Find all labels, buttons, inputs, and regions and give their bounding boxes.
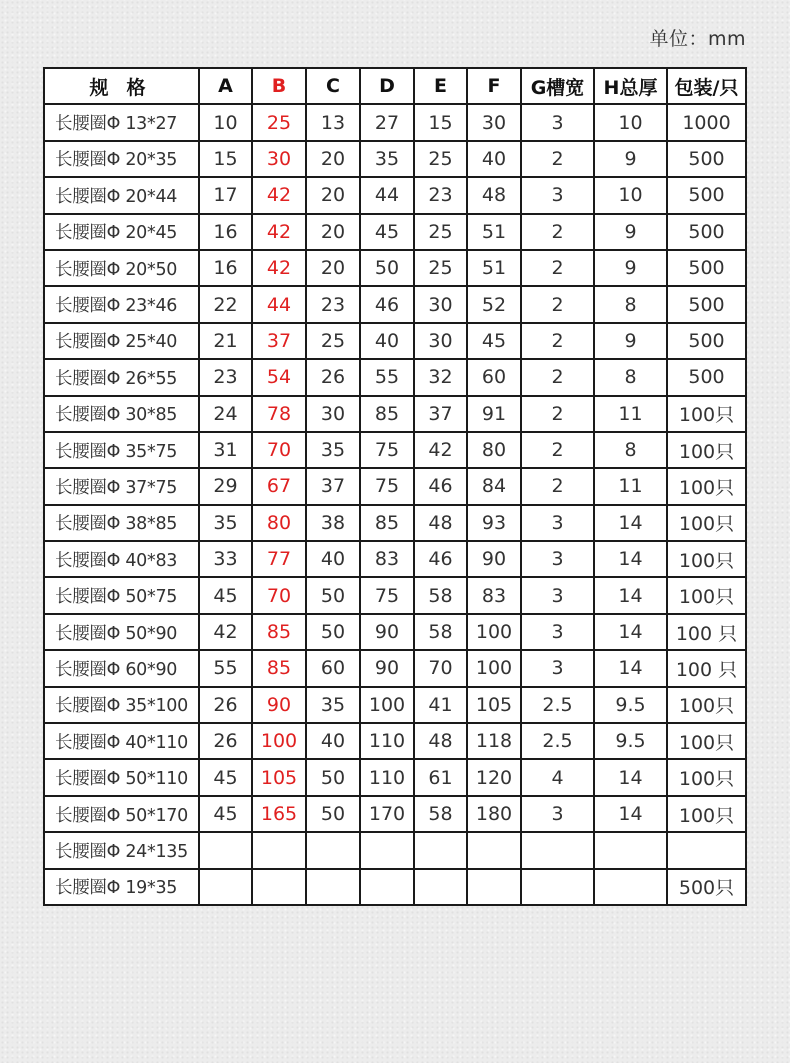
cell-h-total-thickness: 10 <box>594 177 667 213</box>
cell-d: 83 <box>360 541 414 577</box>
cell-f <box>467 869 521 905</box>
cell-f <box>467 832 521 868</box>
cell-packaging: 100 只 <box>667 614 746 650</box>
cell-c: 50 <box>306 796 360 832</box>
cell-g-groove-width: 2 <box>521 396 594 432</box>
cell-b: 70 <box>252 577 306 613</box>
cell-packaging: 500 <box>667 359 746 395</box>
cell-spec: 长腰圈Φ 19*35 <box>44 869 199 905</box>
cell-f: 51 <box>467 250 521 286</box>
cell-c: 23 <box>306 286 360 322</box>
cell-h-total-thickness: 14 <box>594 614 667 650</box>
cell-c: 20 <box>306 250 360 286</box>
cell-a: 23 <box>199 359 252 395</box>
cell-d: 50 <box>360 250 414 286</box>
cell-b: 78 <box>252 396 306 432</box>
table-row <box>44 687 746 723</box>
cell-d: 75 <box>360 577 414 613</box>
cell-d: 85 <box>360 396 414 432</box>
cell-c: 20 <box>306 177 360 213</box>
cell-e: 48 <box>414 505 467 541</box>
cell-f: 120 <box>467 759 521 795</box>
cell-g-groove-width: 3 <box>521 104 594 140</box>
cell-b: 37 <box>252 323 306 359</box>
cell-h-total-thickness: 14 <box>594 505 667 541</box>
cell-f: 90 <box>467 541 521 577</box>
cell-e: 25 <box>414 141 467 177</box>
table-row <box>44 396 746 432</box>
cell-packaging: 500 <box>667 177 746 213</box>
cell-f: 83 <box>467 577 521 613</box>
cell-d: 170 <box>360 796 414 832</box>
cell-spec: 长腰圈Φ 35*75 <box>44 432 199 468</box>
cell-g-groove-width: 2.5 <box>521 687 594 723</box>
cell-f: 48 <box>467 177 521 213</box>
cell-packaging: 500 <box>667 286 746 322</box>
cell-f: 100 <box>467 614 521 650</box>
cell-b: 100 <box>252 723 306 759</box>
cell-c: 50 <box>306 759 360 795</box>
cell-a <box>199 832 252 868</box>
cell-b <box>252 869 306 905</box>
table-row <box>44 104 746 140</box>
cell-c: 35 <box>306 687 360 723</box>
cell-spec: 长腰圈Φ 20*44 <box>44 177 199 213</box>
cell-packaging: 100 只 <box>667 650 746 686</box>
table-row <box>44 759 746 795</box>
cell-packaging: 100只 <box>667 505 746 541</box>
table-row <box>44 250 746 286</box>
cell-b: 80 <box>252 505 306 541</box>
cell-spec: 长腰圈Φ 60*90 <box>44 650 199 686</box>
cell-h-total-thickness: 9 <box>594 214 667 250</box>
cell-c: 60 <box>306 650 360 686</box>
cell-a: 29 <box>199 468 252 504</box>
cell-a: 42 <box>199 614 252 650</box>
cell-spec: 长腰圈Φ 25*40 <box>44 323 199 359</box>
cell-b: 70 <box>252 432 306 468</box>
cell-c: 38 <box>306 505 360 541</box>
cell-spec: 长腰圈Φ 40*83 <box>44 541 199 577</box>
cell-d: 75 <box>360 432 414 468</box>
cell-g-groove-width: 3 <box>521 796 594 832</box>
cell-packaging: 500 <box>667 250 746 286</box>
cell-e: 46 <box>414 468 467 504</box>
cell-f: 30 <box>467 104 521 140</box>
cell-b: 165 <box>252 796 306 832</box>
cell-h-total-thickness: 8 <box>594 359 667 395</box>
cell-spec: 长腰圈Φ 26*55 <box>44 359 199 395</box>
cell-d: 90 <box>360 650 414 686</box>
cell-spec: 长腰圈Φ 38*85 <box>44 505 199 541</box>
cell-g-groove-width: 3 <box>521 505 594 541</box>
cell-packaging: 500 <box>667 323 746 359</box>
table-row <box>44 723 746 759</box>
cell-a: 33 <box>199 541 252 577</box>
cell-spec: 长腰圈Φ 50*110 <box>44 759 199 795</box>
cell-e: 37 <box>414 396 467 432</box>
cell-a: 31 <box>199 432 252 468</box>
cell-packaging: 100只 <box>667 723 746 759</box>
cell-h-total-thickness: 14 <box>594 796 667 832</box>
cell-packaging: 100只 <box>667 577 746 613</box>
cell-e: 70 <box>414 650 467 686</box>
cell-a: 10 <box>199 104 252 140</box>
cell-packaging: 500 <box>667 214 746 250</box>
cell-packaging: 100只 <box>667 541 746 577</box>
cell-b: 42 <box>252 177 306 213</box>
cell-f: 100 <box>467 650 521 686</box>
table-row <box>44 869 746 905</box>
cell-h-total-thickness: 14 <box>594 759 667 795</box>
cell-f: 52 <box>467 286 521 322</box>
cell-spec: 长腰圈Φ 20*45 <box>44 214 199 250</box>
spec-table <box>43 67 747 906</box>
cell-e: 30 <box>414 286 467 322</box>
table-row <box>44 650 746 686</box>
cell-g-groove-width: 2 <box>521 250 594 286</box>
cell-f: 105 <box>467 687 521 723</box>
cell-h-total-thickness: 9 <box>594 141 667 177</box>
cell-spec: 长腰圈Φ 40*110 <box>44 723 199 759</box>
cell-a: 45 <box>199 577 252 613</box>
cell-c: 13 <box>306 104 360 140</box>
cell-g-groove-width <box>521 869 594 905</box>
cell-a: 45 <box>199 759 252 795</box>
cell-b: 42 <box>252 250 306 286</box>
cell-g-groove-width: 2 <box>521 468 594 504</box>
cell-f: 91 <box>467 396 521 432</box>
table-row <box>44 468 746 504</box>
unit-label: 单位：mm <box>649 28 746 50</box>
cell-c: 35 <box>306 432 360 468</box>
cell-h-total-thickness: 10 <box>594 104 667 140</box>
cell-spec: 长腰圈Φ 13*27 <box>44 104 199 140</box>
cell-g-groove-width: 2 <box>521 359 594 395</box>
cell-g-groove-width: 2 <box>521 432 594 468</box>
cell-g-groove-width: 3 <box>521 650 594 686</box>
cell-packaging: 500只 <box>667 869 746 905</box>
cell-e: 25 <box>414 250 467 286</box>
cell-a <box>199 869 252 905</box>
cell-e: 46 <box>414 541 467 577</box>
cell-d <box>360 869 414 905</box>
cell-g-groove-width: 3 <box>521 541 594 577</box>
cell-b: 25 <box>252 104 306 140</box>
cell-spec: 长腰圈Φ 37*75 <box>44 468 199 504</box>
header-b: B <box>252 68 306 104</box>
header-packaging: 包装/只 <box>667 68 746 104</box>
cell-b: 54 <box>252 359 306 395</box>
cell-packaging: 100只 <box>667 396 746 432</box>
header-f: F <box>467 68 521 104</box>
table-row <box>44 832 746 868</box>
cell-spec: 长腰圈Φ 50*75 <box>44 577 199 613</box>
table-row <box>44 214 746 250</box>
cell-e: 58 <box>414 796 467 832</box>
cell-packaging: 100只 <box>667 687 746 723</box>
cell-a: 35 <box>199 505 252 541</box>
cell-e: 58 <box>414 577 467 613</box>
cell-g-groove-width: 3 <box>521 177 594 213</box>
cell-spec: 长腰圈Φ 50*170 <box>44 796 199 832</box>
cell-c: 40 <box>306 723 360 759</box>
cell-spec: 长腰圈Φ 35*100 <box>44 687 199 723</box>
cell-d: 75 <box>360 468 414 504</box>
cell-a: 45 <box>199 796 252 832</box>
cell-b: 105 <box>252 759 306 795</box>
cell-e: 41 <box>414 687 467 723</box>
cell-d: 110 <box>360 759 414 795</box>
cell-f: 84 <box>467 468 521 504</box>
cell-d: 35 <box>360 141 414 177</box>
cell-a: 15 <box>199 141 252 177</box>
cell-d: 90 <box>360 614 414 650</box>
cell-d: 110 <box>360 723 414 759</box>
cell-a: 55 <box>199 650 252 686</box>
cell-b: 90 <box>252 687 306 723</box>
header-c: C <box>306 68 360 104</box>
cell-g-groove-width: 2 <box>521 286 594 322</box>
cell-packaging: 1000 <box>667 104 746 140</box>
table-row <box>44 177 746 213</box>
cell-f: 51 <box>467 214 521 250</box>
cell-e: 30 <box>414 323 467 359</box>
cell-h-total-thickness: 9.5 <box>594 687 667 723</box>
cell-e <box>414 832 467 868</box>
cell-spec: 长腰圈Φ 30*85 <box>44 396 199 432</box>
cell-e: 61 <box>414 759 467 795</box>
cell-packaging <box>667 832 746 868</box>
cell-g-groove-width <box>521 832 594 868</box>
cell-g-groove-width: 2 <box>521 141 594 177</box>
cell-d: 40 <box>360 323 414 359</box>
cell-g-groove-width: 2 <box>521 323 594 359</box>
cell-f: 60 <box>467 359 521 395</box>
table-row <box>44 323 746 359</box>
cell-g-groove-width: 2.5 <box>521 723 594 759</box>
cell-h-total-thickness: 14 <box>594 577 667 613</box>
header-e: E <box>414 68 467 104</box>
cell-e: 58 <box>414 614 467 650</box>
table-row <box>44 286 746 322</box>
cell-packaging: 100只 <box>667 468 746 504</box>
cell-h-total-thickness: 11 <box>594 396 667 432</box>
cell-c <box>306 832 360 868</box>
cell-a: 24 <box>199 396 252 432</box>
cell-a: 26 <box>199 723 252 759</box>
table-row <box>44 614 746 650</box>
cell-b: 30 <box>252 141 306 177</box>
cell-e: 48 <box>414 723 467 759</box>
cell-d: 55 <box>360 359 414 395</box>
table-row <box>44 541 746 577</box>
cell-h-total-thickness <box>594 869 667 905</box>
cell-g-groove-width: 2 <box>521 214 594 250</box>
cell-a: 22 <box>199 286 252 322</box>
cell-c: 50 <box>306 577 360 613</box>
cell-f: 180 <box>467 796 521 832</box>
cell-e: 15 <box>414 104 467 140</box>
table-row <box>44 141 746 177</box>
table-row <box>44 796 746 832</box>
table-row <box>44 577 746 613</box>
header-spec: 规格 <box>44 68 199 104</box>
cell-h-total-thickness: 9.5 <box>594 723 667 759</box>
cell-b: 42 <box>252 214 306 250</box>
header-h-total-thickness: H总厚 <box>594 68 667 104</box>
cell-c: 26 <box>306 359 360 395</box>
cell-e: 32 <box>414 359 467 395</box>
table-row <box>44 359 746 395</box>
cell-d: 27 <box>360 104 414 140</box>
cell-packaging: 500 <box>667 141 746 177</box>
cell-c: 37 <box>306 468 360 504</box>
cell-h-total-thickness: 11 <box>594 468 667 504</box>
cell-f: 80 <box>467 432 521 468</box>
cell-f: 118 <box>467 723 521 759</box>
cell-d: 45 <box>360 214 414 250</box>
cell-h-total-thickness: 9 <box>594 250 667 286</box>
cell-f: 40 <box>467 141 521 177</box>
cell-a: 26 <box>199 687 252 723</box>
cell-c: 20 <box>306 141 360 177</box>
table-body <box>44 104 746 905</box>
header-d: D <box>360 68 414 104</box>
cell-b: 44 <box>252 286 306 322</box>
cell-spec: 长腰圈Φ 20*35 <box>44 141 199 177</box>
cell-g-groove-width: 4 <box>521 759 594 795</box>
cell-spec: 长腰圈Φ 24*135 <box>44 832 199 868</box>
cell-e: 25 <box>414 214 467 250</box>
cell-b: 77 <box>252 541 306 577</box>
cell-d: 100 <box>360 687 414 723</box>
cell-f: 93 <box>467 505 521 541</box>
cell-c: 50 <box>306 614 360 650</box>
cell-packaging: 100只 <box>667 432 746 468</box>
cell-packaging: 100只 <box>667 796 746 832</box>
cell-b <box>252 832 306 868</box>
cell-h-total-thickness: 8 <box>594 432 667 468</box>
cell-d <box>360 832 414 868</box>
cell-d: 44 <box>360 177 414 213</box>
cell-e: 23 <box>414 177 467 213</box>
cell-c: 40 <box>306 541 360 577</box>
cell-e <box>414 869 467 905</box>
header-g-groove-width: G槽宽 <box>521 68 594 104</box>
cell-c: 25 <box>306 323 360 359</box>
cell-a: 16 <box>199 250 252 286</box>
cell-b: 85 <box>252 650 306 686</box>
cell-h-total-thickness: 14 <box>594 541 667 577</box>
cell-g-groove-width: 3 <box>521 577 594 613</box>
header-a: A <box>199 68 252 104</box>
cell-spec: 长腰圈Φ 20*50 <box>44 250 199 286</box>
cell-a: 17 <box>199 177 252 213</box>
table-row <box>44 505 746 541</box>
cell-a: 16 <box>199 214 252 250</box>
cell-h-total-thickness: 14 <box>594 650 667 686</box>
cell-c: 30 <box>306 396 360 432</box>
cell-spec: 长腰圈Φ 50*90 <box>44 614 199 650</box>
cell-b: 85 <box>252 614 306 650</box>
cell-c <box>306 869 360 905</box>
cell-h-total-thickness: 8 <box>594 286 667 322</box>
cell-a: 21 <box>199 323 252 359</box>
header-row <box>44 68 746 104</box>
cell-e: 42 <box>414 432 467 468</box>
cell-h-total-thickness: 9 <box>594 323 667 359</box>
cell-g-groove-width: 3 <box>521 614 594 650</box>
cell-c: 20 <box>306 214 360 250</box>
table-row <box>44 432 746 468</box>
cell-spec: 长腰圈Φ 23*46 <box>44 286 199 322</box>
cell-d: 85 <box>360 505 414 541</box>
cell-b: 67 <box>252 468 306 504</box>
cell-f: 45 <box>467 323 521 359</box>
cell-d: 46 <box>360 286 414 322</box>
cell-h-total-thickness <box>594 832 667 868</box>
cell-packaging: 100只 <box>667 759 746 795</box>
